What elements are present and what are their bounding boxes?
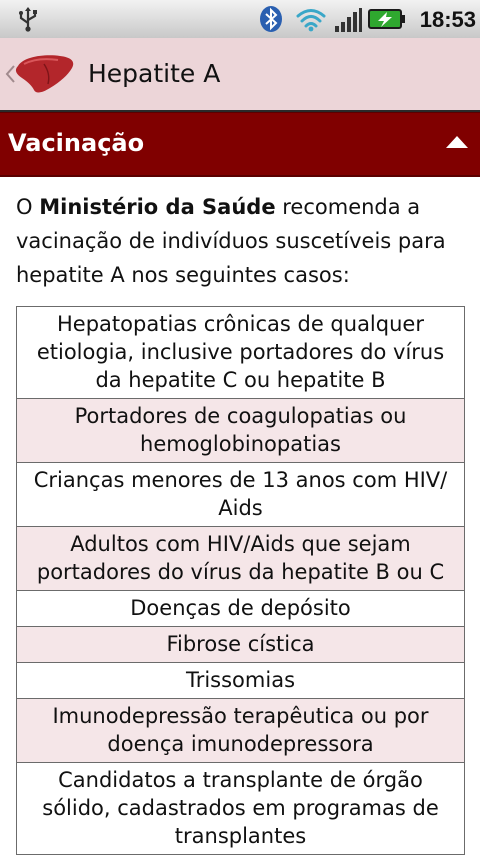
- table-row: [17, 591, 465, 627]
- table-row: [17, 463, 465, 527]
- table-row: [17, 663, 465, 699]
- table-cell: Fibrose cística: [17, 627, 465, 663]
- table-cell: Imunodepressão terapêutica ou por doença imunodepressora: [17, 699, 465, 763]
- section-title: Vacinação: [8, 129, 145, 157]
- bluetooth-icon: [258, 5, 284, 33]
- clock: 18:53: [419, 7, 476, 32]
- table-row: [17, 399, 465, 463]
- table-cell: Adultos com HIV/Aids que sejam portadores do vírus da hepatite B ou C: [17, 527, 465, 591]
- collapse-up-icon[interactable]: [444, 134, 470, 150]
- page-title: Hepatite A: [88, 59, 221, 88]
- table-cell: Crianças menores de 13 anos com HIV/ Aids: [17, 463, 465, 527]
- signal-icon: [334, 8, 362, 32]
- battery-charging-icon: [368, 8, 406, 30]
- usb-icon: [14, 5, 42, 33]
- table-cell: Candidatos a transplante de órgão sólido, cadastrados em programas de transplantes: [17, 763, 465, 855]
- intro-ministry: Ministério da Saúde: [39, 195, 276, 219]
- app-header: [0, 38, 480, 112]
- table-row: [17, 763, 465, 855]
- status-bar: [0, 0, 480, 39]
- section-header-vacinacao[interactable]: [0, 112, 480, 177]
- table-cell: Doenças de depósito: [17, 591, 465, 627]
- table-row: [17, 527, 465, 591]
- table-cell: Portadores de coagulopatias ou hemoglobinopatias: [17, 399, 465, 463]
- table-row: [17, 699, 465, 763]
- cases-table: [16, 306, 465, 855]
- table-row: [17, 307, 465, 399]
- intro-paragraph: [16, 190, 468, 292]
- liver-icon: [14, 52, 76, 96]
- wifi-icon: [294, 6, 328, 32]
- intro-suffix: recomenda a vacinação de indivíduos suscetíveis para hepatite A nos seguintes casos:: [16, 195, 446, 287]
- table-cell: Trissomias: [17, 663, 465, 699]
- table-row: [17, 627, 465, 663]
- table-cell: Hepatopatias crônicas de qualquer etiologia, inclusive portadores do vírus da hepatite C ou hepatite B: [17, 307, 465, 399]
- intro-prefix: O: [16, 195, 40, 219]
